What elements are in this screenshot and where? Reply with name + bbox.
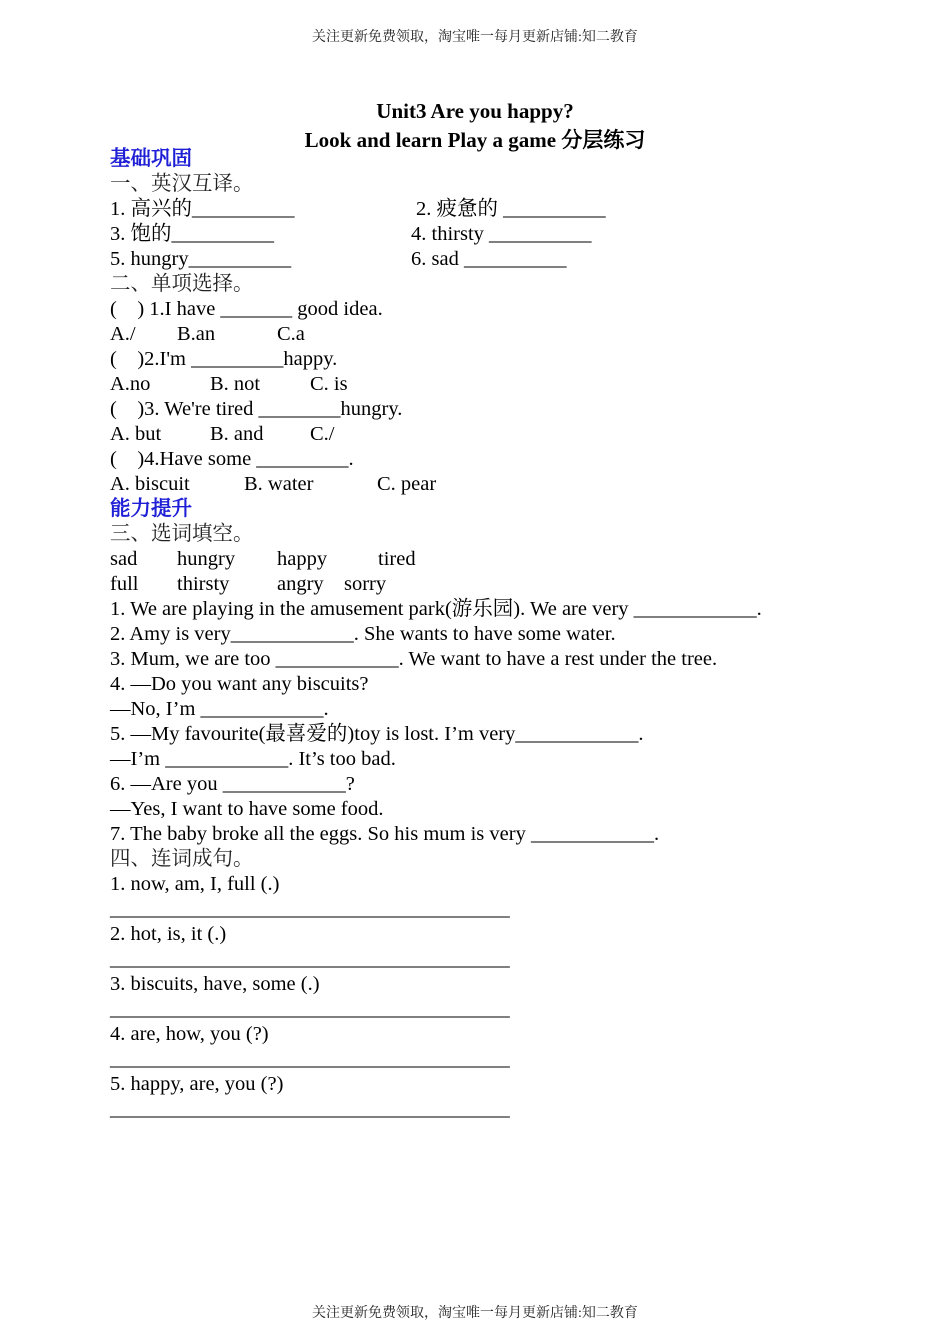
fill-sentence: 3. Mum, we are too ____________. We want to have a rest under the tree. [110,648,718,670]
part1-item: 4. thirsty __________ [411,223,592,245]
part3-heading: 三、选词填空。 [110,523,254,545]
part1-row [110,222,910,247]
part1-heading: 一、英汉互译。 [110,173,254,195]
fill-sentence: 5. —My favourite(最喜爱的)toy is lost. I’m very____________. [110,723,644,745]
word: thirsty [177,573,230,595]
reorder-prompt: 2. hot, is, it (.) [110,923,227,945]
fill-sentence: —Yes, I want to have some food. [110,798,384,820]
word: sorry [344,573,387,595]
question-stem: ( )4.Have some _________. [110,448,354,470]
fill-sentence: 6. —Are you ____________? [110,773,355,795]
question-stem: ( ) 1.I have _______ good idea. [110,298,383,320]
part1-row [110,247,910,272]
section-basic: 基础巩固 [110,148,192,170]
part1-item: 1. 高兴的__________ [110,198,295,220]
question-stem: ( )2.I'm _________happy. [110,348,338,370]
option: B. not [210,373,261,395]
fill-sentence: 4. —Do you want any biscuits? [110,673,369,695]
fill-sentence: 1. We are playing in the amusement park(游乐园). We are very ____________. [110,598,762,620]
reorder-prompt: 4. are, how, you (?) [110,1023,269,1045]
answer-line: _______________________________________ [110,998,510,1020]
worksheet-body [110,147,910,1122]
title-line-2: Look and learn Play a game 分层练习 [304,128,646,152]
title-line-1: Unit3 Are you happy? [376,99,574,123]
fill-sentence: —No, I’m ____________. [110,698,329,720]
fill-sentence: —I’m ____________. It’s too bad. [110,748,396,770]
answer-line: _______________________________________ [110,898,510,920]
part1-item: 6. sad __________ [411,248,567,270]
word: sad [110,548,138,570]
part2-heading: 二、单项选择。 [110,273,254,295]
option: A./ [110,323,136,345]
question-options [110,322,910,347]
answer-line: _______________________________________ [110,1098,510,1120]
answer-line: _______________________________________ [110,1048,510,1070]
option: C. pear [377,473,437,495]
option: A. biscuit [110,473,190,495]
word: tired [378,548,416,570]
part1-item: 3. 饱的__________ [110,223,274,245]
part1-item: 5. hungry__________ [110,248,292,270]
option: C. is [310,373,348,395]
fill-sentence: 7. The baby broke all the eggs. So his mum is very ____________. [110,823,660,845]
option: B. and [210,423,264,445]
word-bank-row [110,572,910,597]
word-bank-row [110,547,910,572]
option: A. but [110,423,162,445]
word: angry [277,573,324,595]
option: C.a [277,323,305,345]
reorder-prompt: 3. biscuits, have, some (.) [110,973,320,995]
answer-line: _______________________________________ [110,948,510,970]
word: happy [277,548,328,570]
question-options [110,422,910,447]
option: C./ [310,423,335,445]
question-options [110,372,910,397]
part4-heading: 四、连词成句。 [110,848,254,870]
question-stem: ( )3. We're tired ________hungry. [110,398,403,420]
section-advanced: 能力提升 [110,498,192,520]
question-options [110,472,910,497]
reorder-prompt: 1. now, am, I, full (.) [110,873,280,895]
option: B. water [244,473,314,495]
reorder-prompt: 5. happy, are, you (?) [110,1073,284,1095]
part1-row [110,197,910,222]
part1-item: 2. 疲惫的 __________ [416,198,606,220]
option: A.no [110,373,151,395]
header-note: 关注更新免费领取，淘宝唯一每月更新店铺:知二教育 [312,30,638,45]
option: B.an [177,323,216,345]
fill-sentence: 2. Amy is very____________. She wants to have some water. [110,623,616,645]
footer-note: 关注更新免费领取，淘宝唯一每月更新店铺:知二教育 [312,1306,638,1321]
word: full [110,573,139,595]
word: hungry [177,548,236,570]
